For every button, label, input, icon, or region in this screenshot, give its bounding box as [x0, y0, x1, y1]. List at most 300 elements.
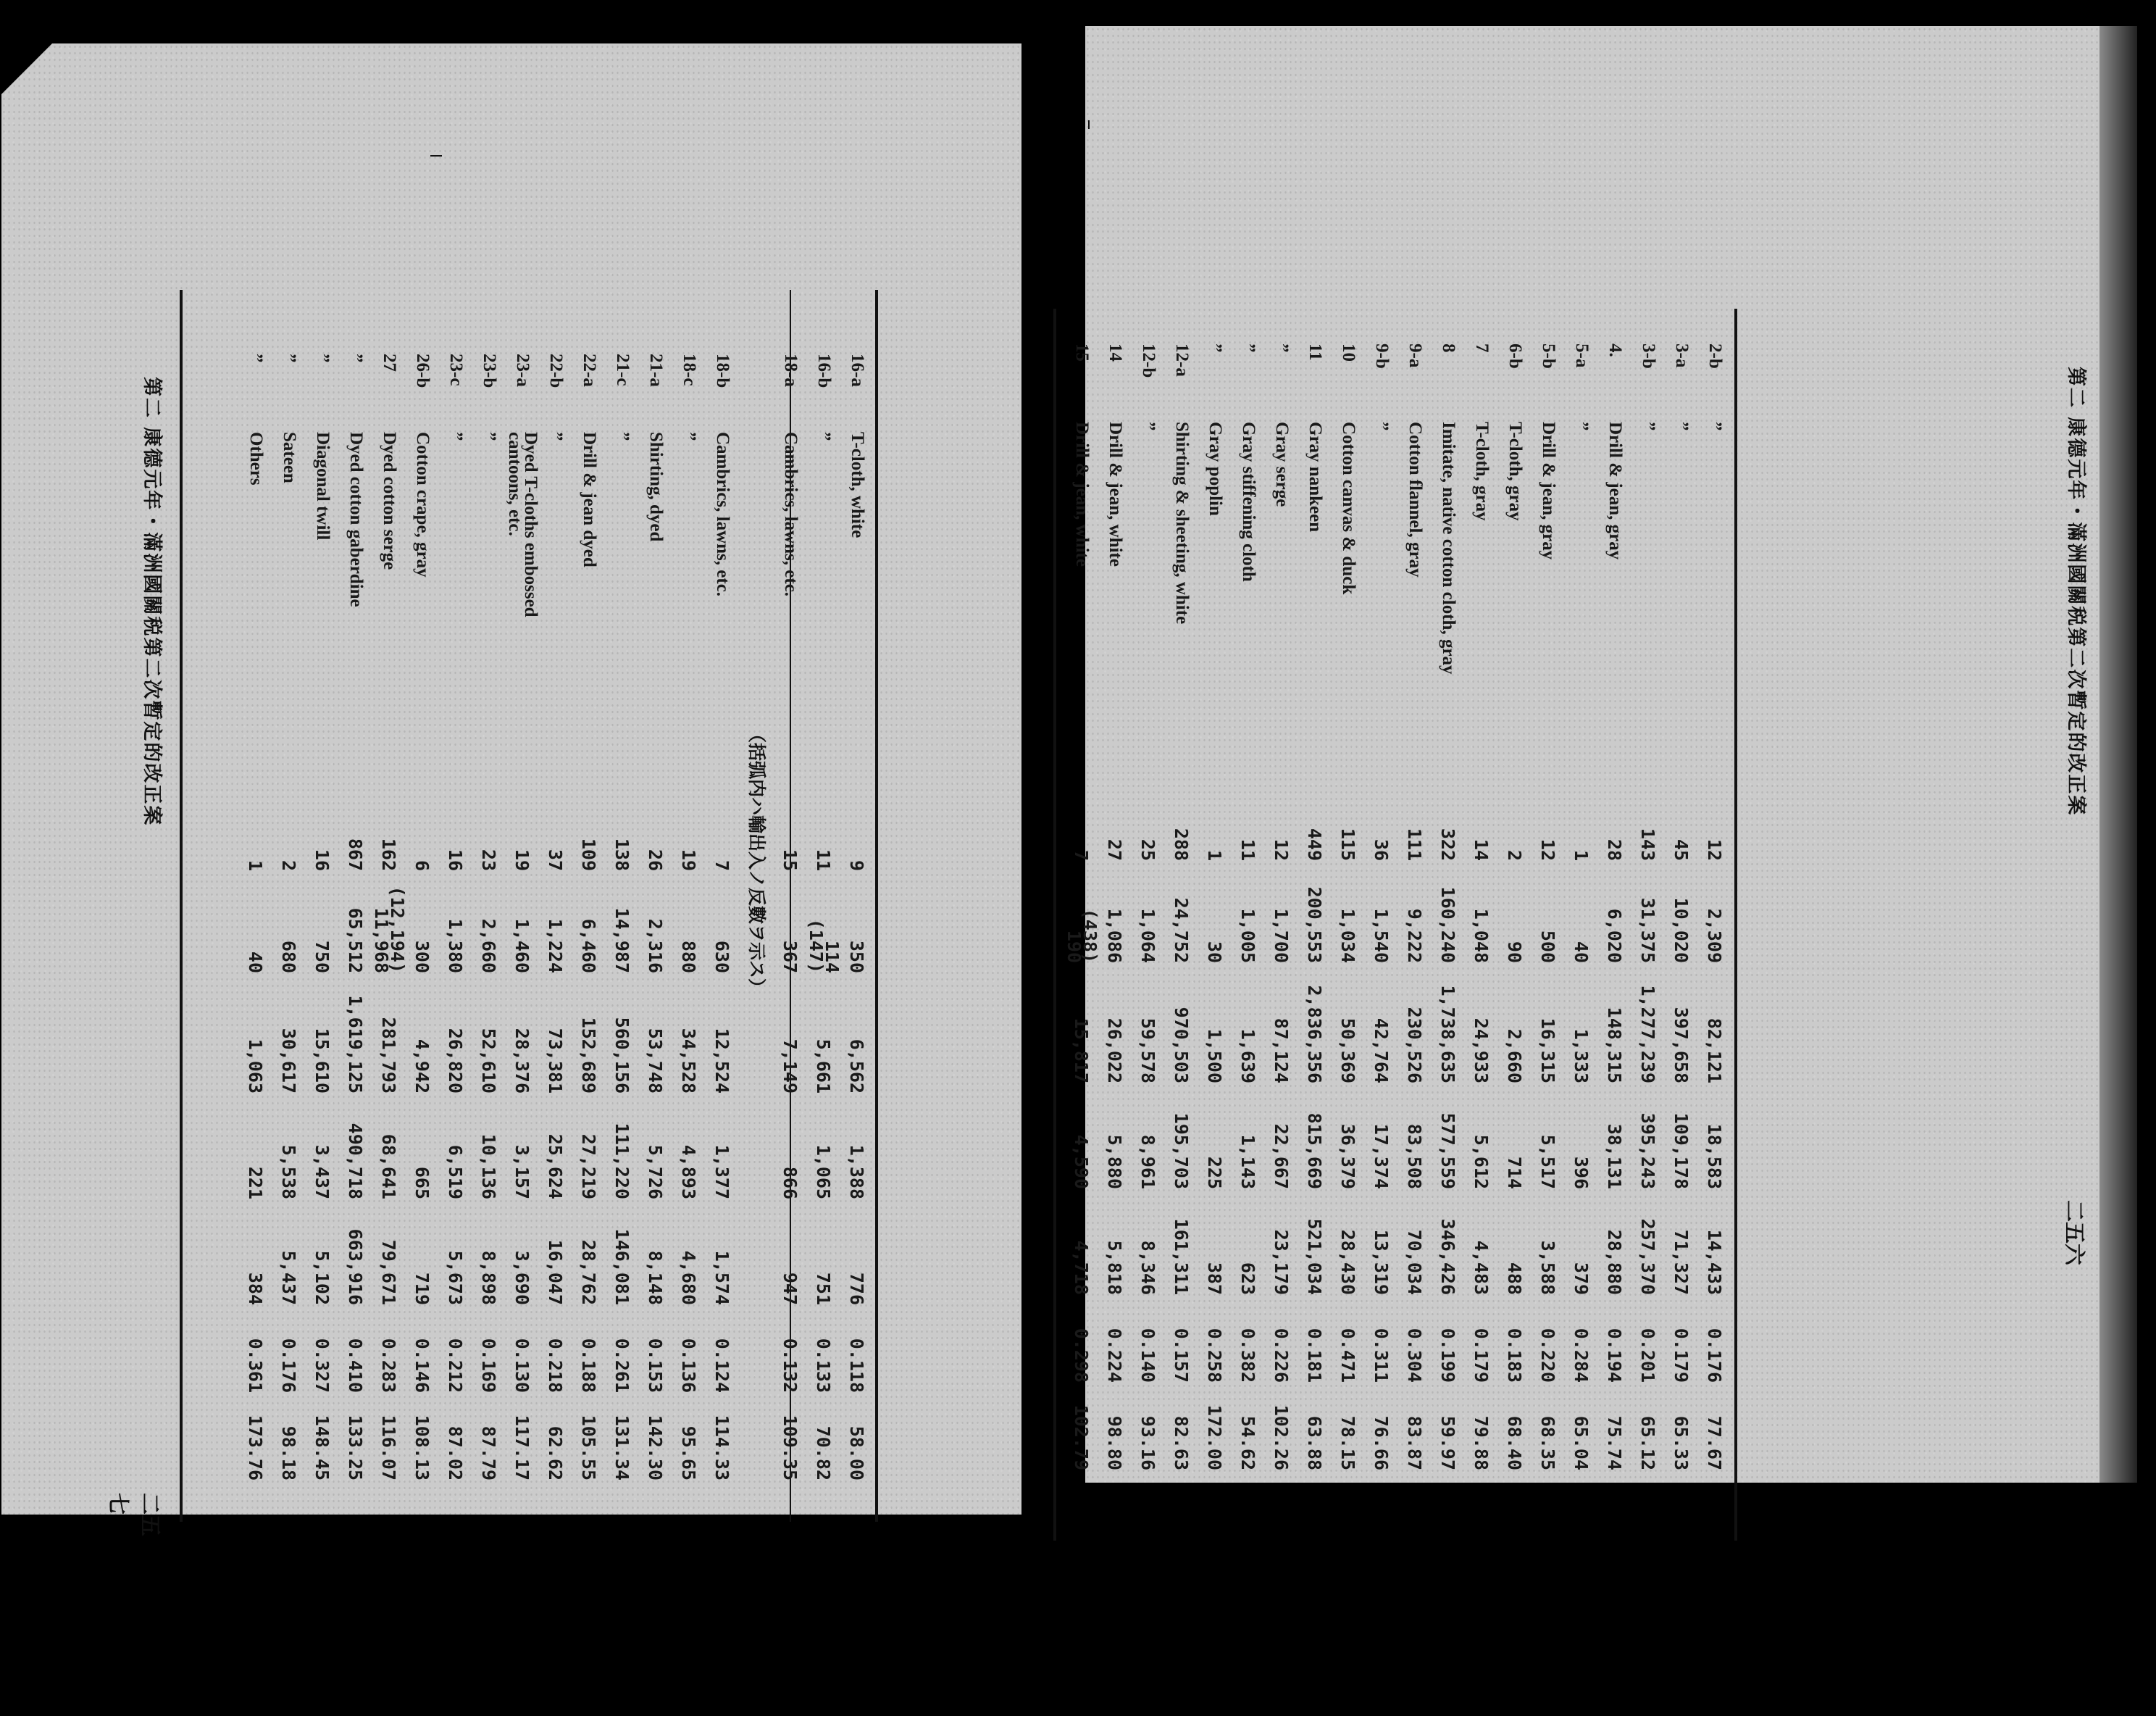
- cell-no: ”: [313, 354, 333, 363]
- cell-c2: 1,380: [445, 918, 467, 973]
- cell-c2: 1,005: [1237, 908, 1259, 963]
- cell-no: 9-a: [1405, 343, 1425, 368]
- cell-c1: 12: [1537, 838, 1559, 861]
- cell-c2: 40: [245, 951, 267, 973]
- cell-c6: 0.311: [1371, 1328, 1392, 1383]
- cell-c4: 195,703: [1171, 1112, 1192, 1189]
- cell-c3: 15,817: [1071, 1017, 1092, 1083]
- cell-c5: 4,483: [1471, 1240, 1492, 1295]
- cell-no: 5-b: [1539, 343, 1558, 369]
- cell-c5: 146,081: [611, 1228, 633, 1305]
- cell-c1: 111: [1404, 828, 1426, 861]
- cell-desc: ”: [1639, 422, 1658, 431]
- cell-c4: 4,590: [1071, 1134, 1092, 1189]
- cell-c4: 1,388: [846, 1144, 868, 1199]
- cell-c4: 866: [780, 1166, 801, 1199]
- cell-c1: 1: [1204, 849, 1226, 861]
- cell-c1: 2: [1504, 849, 1526, 861]
- cell-c2: 500: [1537, 930, 1559, 963]
- cell-c5: 4,718: [1071, 1240, 1092, 1295]
- cell-no: 12-a: [1172, 343, 1192, 377]
- cell-c3: 970,503: [1171, 1007, 1192, 1083]
- table-row: [1498, 338, 1532, 1476]
- cell-c2: 1,064: [1137, 908, 1159, 963]
- cell-c2: (12,194) 11,968: [371, 886, 408, 973]
- cell-c1: 15: [780, 849, 801, 871]
- table-row: [1698, 338, 1731, 1476]
- cell-c5: 521,034: [1304, 1218, 1326, 1295]
- cell-c6: 0.146: [411, 1338, 433, 1393]
- table-row: [239, 348, 272, 1486]
- cell-c6: 0.153: [645, 1338, 667, 1393]
- cell-c5: 16,047: [545, 1239, 567, 1305]
- cell-no: 23-b: [480, 354, 499, 388]
- cell-c1: 16: [445, 849, 467, 871]
- table-row: [339, 348, 372, 1486]
- cell-c3: 52,610: [478, 1028, 500, 1094]
- cell-desc: ”: [613, 432, 632, 441]
- cell-c3: 24,933: [1471, 1017, 1492, 1083]
- left-page-content: [103, 348, 900, 1536]
- cell-c1: 36: [1371, 838, 1392, 861]
- cell-c3: 26,820: [445, 1028, 467, 1094]
- cell-c6: 0.181: [1304, 1328, 1326, 1383]
- cell-c4: 10,136: [478, 1133, 500, 1199]
- cell-c4: 225: [1204, 1156, 1226, 1189]
- cell-c4: 714: [1504, 1156, 1526, 1189]
- cell-no: 27: [380, 354, 399, 372]
- cell-c3: 50,369: [1337, 1017, 1359, 1083]
- cell-c5: 5,102: [312, 1250, 333, 1305]
- cell-c7: 117.17: [511, 1415, 533, 1480]
- top-rule: [875, 290, 878, 1522]
- cell-c3: 73,381: [545, 1028, 567, 1094]
- table-row: [1265, 338, 1298, 1476]
- cell-c6: 0.118: [846, 1338, 868, 1393]
- cell-c7: 102.79: [1071, 1404, 1092, 1470]
- table-row: [606, 348, 639, 1486]
- cell-desc: Drill & jean, gray: [1605, 422, 1625, 560]
- cell-c7: 59.97: [1437, 1415, 1459, 1470]
- cell-c1: 7: [1071, 849, 1092, 861]
- cell-c5: 8,898: [478, 1250, 500, 1305]
- cell-c7: 87.79: [478, 1425, 500, 1480]
- cell-c7: 108.13: [411, 1415, 433, 1480]
- cell-c2: 1,048: [1471, 908, 1492, 963]
- cell-c3: 230,526: [1404, 1007, 1426, 1083]
- cell-c1: 449: [1304, 828, 1326, 861]
- bottom-rule: [1053, 309, 1056, 1541]
- top-rule: [1734, 309, 1737, 1541]
- cell-c2: 31,375: [1637, 897, 1659, 963]
- cell-no: 2-b: [1705, 343, 1725, 369]
- cell-desc: Gray nankeen: [1305, 422, 1325, 533]
- cell-c2: 1,700: [1271, 908, 1292, 963]
- cell-c4: 111,220: [611, 1123, 633, 1199]
- cell-c5: 384: [245, 1272, 267, 1305]
- cell-desc: ”: [480, 432, 499, 441]
- cell-c6: 0.183: [1504, 1328, 1526, 1383]
- cell-c1: 9: [846, 859, 868, 871]
- cell-c5: 719: [411, 1272, 433, 1305]
- cell-desc: ”: [1139, 422, 1158, 431]
- cell-c4: 27,219: [578, 1133, 600, 1199]
- cell-no: 21-a: [646, 354, 666, 387]
- cell-c2: 40: [1571, 941, 1592, 963]
- cell-no: 21-c: [613, 354, 632, 386]
- cell-c5: 776: [846, 1272, 868, 1305]
- cell-desc: T-cloth, gray: [1472, 422, 1492, 521]
- cell-no: 23-a: [513, 354, 532, 387]
- cell-c1: 288: [1171, 828, 1192, 861]
- cell-c3: 59,578: [1137, 1017, 1159, 1083]
- running-head: 第二 康德元年・滿洲國關税第二次暫定的改正案: [2065, 367, 2087, 817]
- cell-c4: 6,519: [445, 1144, 467, 1199]
- cell-c3: 26,022: [1104, 1017, 1126, 1083]
- cell-c1: 16: [312, 849, 333, 871]
- cell-c7: 65.12: [1637, 1415, 1659, 1470]
- cell-c1: 19: [678, 849, 700, 871]
- cell-no: 16-b: [814, 354, 834, 388]
- cell-no: 9-b: [1372, 343, 1392, 369]
- cell-c5: 663,916: [345, 1228, 367, 1305]
- cell-c5: 70,034: [1404, 1229, 1426, 1295]
- cell-c5: 28,880: [1604, 1229, 1626, 1295]
- cell-c3: 42,764: [1371, 1017, 1392, 1083]
- cell-c7: 95.65: [678, 1425, 700, 1480]
- cell-c3: 148,315: [1604, 1007, 1626, 1083]
- cell-c2: 300: [411, 940, 433, 973]
- cell-desc: Dyed T-cloths embossed cantoons, etc.: [505, 432, 540, 617]
- cell-c1: 143: [1637, 828, 1659, 861]
- cell-c7: 68.35: [1537, 1415, 1559, 1470]
- cell-c7: 68.40: [1504, 1415, 1526, 1470]
- cell-desc: Imitate, native cotton cloth, gray: [1439, 422, 1458, 675]
- cell-c6: 0.201: [1637, 1328, 1659, 1383]
- table-row: [1165, 338, 1198, 1476]
- cell-desc: Dyed cotton serge: [380, 432, 399, 570]
- cell-no: 26-b: [413, 354, 433, 388]
- cell-desc: T-cloth, white: [848, 432, 867, 538]
- cell-c7: 82.63: [1171, 1415, 1192, 1470]
- cell-no: 5-a: [1572, 343, 1592, 368]
- left-page: [1, 43, 1021, 1536]
- cell-c3: 397,658: [1671, 1007, 1692, 1083]
- cell-c4: 396: [1571, 1156, 1592, 1189]
- cell-no: 7: [1472, 343, 1492, 353]
- table-row: [372, 348, 406, 1486]
- cell-c2: (438) 190: [1064, 908, 1100, 963]
- cell-c1: 23: [478, 849, 500, 871]
- cell-c5: 161,311: [1171, 1218, 1192, 1295]
- cell-c7: 58.00: [846, 1425, 868, 1480]
- cell-c6: 0.157: [1171, 1328, 1192, 1383]
- cell-no: 6-b: [1505, 343, 1525, 369]
- cell-c6: 0.133: [813, 1338, 835, 1393]
- cell-c5: 3,690: [511, 1250, 533, 1305]
- cell-c2: 2,309: [1704, 908, 1726, 963]
- cell-c6: 0.188: [578, 1338, 600, 1393]
- cell-no: 10: [1339, 343, 1358, 362]
- cell-c5: 387: [1204, 1262, 1226, 1295]
- cell-c2: 680: [278, 940, 300, 973]
- cell-c1: 12: [1704, 838, 1726, 861]
- cell-c6: 0.218: [545, 1338, 567, 1393]
- table-row: [639, 348, 672, 1486]
- cell-c6: 0.136: [678, 1338, 700, 1393]
- cell-desc: ”: [1572, 422, 1592, 431]
- cell-c1: 115: [1337, 828, 1359, 861]
- cell-c3: 53,748: [645, 1028, 667, 1094]
- cell-desc: Others: [246, 432, 266, 486]
- cell-c5: 5,673: [445, 1250, 467, 1305]
- cell-c3: 2,660: [1504, 1028, 1526, 1083]
- cell-c1: 25: [1137, 838, 1159, 861]
- cell-c6: 0.212: [445, 1338, 467, 1393]
- table-row: [306, 348, 339, 1486]
- table-row: [1132, 338, 1165, 1476]
- cell-desc: ”: [1672, 422, 1692, 431]
- table-row: [506, 348, 539, 1486]
- cell-no: 14: [1106, 343, 1125, 362]
- table-row: [1298, 338, 1332, 1476]
- right-page-content: [1064, 338, 2114, 1504]
- cell-c4: 68,641: [378, 1133, 400, 1199]
- cell-c6: 0.284: [1571, 1328, 1592, 1383]
- cell-c4: 36,379: [1337, 1123, 1359, 1189]
- cell-desc: ”: [680, 432, 699, 441]
- cell-c3: 1,619,125: [345, 995, 367, 1094]
- cell-c1: 28: [1604, 838, 1626, 861]
- cell-c1: 19: [511, 849, 533, 871]
- cell-desc: Drill & jean, white: [1072, 422, 1092, 567]
- cell-c6: 0.283: [378, 1338, 400, 1393]
- cell-c4: 4,893: [678, 1144, 700, 1199]
- cell-c4: 17,374: [1371, 1123, 1392, 1189]
- cell-c5: 3,588: [1537, 1240, 1559, 1295]
- cell-c4: 5,880: [1104, 1134, 1126, 1189]
- cell-c3: 1,277,239: [1637, 985, 1659, 1083]
- table-row: [1565, 338, 1598, 1476]
- cell-no: ”: [1206, 343, 1225, 353]
- cell-c7: 114.33: [711, 1415, 733, 1480]
- cell-desc: Cotton canvas & duck: [1339, 422, 1358, 595]
- cell-c7: 105.55: [578, 1415, 600, 1480]
- cell-c2: 90: [1504, 941, 1526, 963]
- cell-c2: 350: [846, 940, 868, 973]
- cell-c7: 87.02: [445, 1425, 467, 1480]
- cell-desc: Cambrics, lawns, etc.: [713, 432, 732, 597]
- cell-c5: 623: [1237, 1262, 1259, 1295]
- cell-no: 15: [1072, 343, 1092, 362]
- cell-c5: 751: [813, 1272, 835, 1305]
- cell-desc: Gray poplin: [1206, 422, 1225, 516]
- cell-c7: 65.04: [1571, 1415, 1592, 1470]
- cell-c4: 38,131: [1604, 1123, 1626, 1189]
- cell-c6: 0.220: [1537, 1328, 1559, 1383]
- cell-c6: 0.327: [312, 1338, 333, 1393]
- cell-c1: 322: [1437, 828, 1459, 861]
- cell-c4: 25,624: [545, 1133, 567, 1199]
- cell-c7: 98.18: [278, 1425, 300, 1480]
- cell-c6: 0.224: [1104, 1328, 1126, 1383]
- table-row: [1598, 338, 1631, 1476]
- cell-no: 18-b: [713, 354, 732, 388]
- cell-no: 18-c: [680, 354, 699, 386]
- cell-c1: 7: [711, 859, 733, 871]
- table-main: [1065, 338, 1731, 1476]
- cell-c7: 148.45: [312, 1415, 333, 1480]
- cell-c4: 83,508: [1404, 1123, 1426, 1189]
- cell-c4: 3,157: [511, 1144, 533, 1199]
- cell-no: 12-b: [1139, 343, 1158, 378]
- cell-no: 3-b: [1639, 343, 1658, 369]
- cell-c2: 1,540: [1371, 908, 1392, 963]
- cell-c2: 200,553: [1304, 886, 1326, 963]
- cell-c6: 0.179: [1671, 1328, 1692, 1383]
- cell-c1: 1: [1571, 849, 1592, 861]
- cell-c5: 947: [780, 1272, 801, 1305]
- cell-desc: Drill & jean dyed: [580, 432, 599, 567]
- cell-no: ”: [1272, 343, 1292, 353]
- cell-c3: 12,524: [711, 1028, 733, 1094]
- cell-c5: 23,179: [1271, 1229, 1292, 1295]
- cell-c1: 162: [378, 838, 400, 871]
- cell-c2: 30: [1204, 941, 1226, 963]
- cell-c4: 3,437: [312, 1144, 333, 1199]
- cell-c2: 1,460: [511, 918, 533, 973]
- cell-c5: 379: [1571, 1262, 1592, 1295]
- table-row: [1665, 338, 1698, 1476]
- table-row: [1532, 338, 1565, 1476]
- cell-c3: 7,149: [780, 1038, 801, 1094]
- table-row: [572, 348, 606, 1486]
- cell-c3: 87,124: [1271, 1017, 1292, 1083]
- cell-desc: Dyed cotton gaberdine: [346, 432, 366, 607]
- table-row: [840, 348, 874, 1486]
- cell-c3: 281,793: [378, 1017, 400, 1094]
- table-bottom: [239, 348, 739, 1486]
- cell-c5: 71,327: [1671, 1229, 1692, 1295]
- cell-c2: 24,752: [1171, 897, 1192, 963]
- folded-corner: [1, 43, 52, 94]
- cell-c2: 2,660: [478, 918, 500, 973]
- cell-c2: 367: [780, 940, 801, 973]
- cell-no: 23-c: [446, 354, 466, 386]
- cell-c3: 1,639: [1237, 1028, 1259, 1083]
- table-row: [672, 348, 706, 1486]
- cell-c2: 9,222: [1404, 908, 1426, 963]
- cell-desc: ”: [1372, 422, 1392, 431]
- cell-c7: 54.62: [1237, 1415, 1259, 1470]
- cell-desc: Gray stiffening cloth: [1239, 422, 1258, 582]
- cell-c5: 346,426: [1437, 1218, 1459, 1295]
- table-row: [472, 348, 506, 1486]
- cell-c7: 70.82: [813, 1425, 835, 1480]
- cell-c4: 8,961: [1137, 1134, 1159, 1189]
- cell-c7: 77.67: [1704, 1415, 1726, 1470]
- cell-desc: Drill & jean, gray: [1539, 422, 1558, 560]
- speck: [1088, 120, 1090, 129]
- table-row: [1098, 338, 1132, 1476]
- cell-c4: 5,612: [1471, 1134, 1492, 1189]
- cell-c6: 0.304: [1404, 1328, 1426, 1383]
- cell-c3: 1,333: [1571, 1028, 1592, 1083]
- table-note: （括弧内ハ輸出入ノ反數ヲ示ス）: [746, 725, 766, 997]
- cell-desc: Diagonal twill: [313, 432, 333, 541]
- cell-desc: ”: [446, 432, 466, 441]
- cell-c2: 750: [312, 940, 333, 973]
- table-row: [1631, 338, 1665, 1476]
- cell-desc: ”: [546, 432, 566, 441]
- cell-c7: 76.66: [1371, 1415, 1392, 1470]
- table-row: [1365, 338, 1398, 1476]
- cell-c4: 815,669: [1304, 1112, 1326, 1189]
- table-row: [706, 348, 739, 1486]
- cell-no: ”: [1239, 343, 1258, 353]
- cell-no: 4.: [1605, 343, 1625, 357]
- cell-c6: 0.261: [611, 1338, 633, 1393]
- running-head: 第二 康德元年・滿洲國關税第二次暫定的改正案: [141, 377, 163, 827]
- cell-c4: 1,143: [1237, 1134, 1259, 1189]
- cell-c1: 45: [1671, 838, 1692, 861]
- cell-c6: 0.298: [1071, 1328, 1092, 1383]
- table-row: [1465, 338, 1498, 1476]
- cell-c6: 0.361: [245, 1338, 267, 1393]
- page-fold: [2099, 26, 2137, 1483]
- table-row: [539, 348, 572, 1486]
- cell-c6: 0.258: [1204, 1328, 1226, 1383]
- cell-c5: 5,437: [278, 1250, 300, 1305]
- cell-c5: 8,346: [1137, 1240, 1159, 1295]
- cell-c1: 26: [645, 849, 667, 871]
- cell-c1: 27: [1104, 838, 1126, 861]
- cell-c6: 0.176: [278, 1338, 300, 1393]
- cell-c6: 0.130: [511, 1338, 533, 1393]
- cell-c4: 221: [245, 1166, 267, 1199]
- cell-desc: Shirting & sheeting, white: [1172, 422, 1192, 625]
- cell-c2: 1,224: [545, 918, 567, 973]
- cell-c7: 172.00: [1204, 1404, 1226, 1470]
- cell-c4: 5,517: [1537, 1134, 1559, 1189]
- cell-no: 22-a: [580, 354, 599, 387]
- cell-c2: 630: [711, 940, 733, 973]
- cell-c6: 0.140: [1137, 1328, 1159, 1383]
- cell-no: ”: [246, 354, 266, 363]
- cell-c7: 78.15: [1337, 1415, 1359, 1470]
- cell-c4: 18,583: [1704, 1123, 1726, 1189]
- cell-c3: 30,617: [278, 1028, 300, 1094]
- cell-c1: 11: [813, 849, 835, 871]
- table-row: [406, 348, 439, 1486]
- cell-c3: 152,689: [578, 1017, 600, 1094]
- cell-c3: 15,610: [312, 1028, 333, 1094]
- cell-c7: 65.33: [1671, 1415, 1692, 1470]
- table-row: [1065, 338, 1098, 1476]
- right-page: [1064, 26, 2137, 1483]
- cell-c3: 82,121: [1704, 1017, 1726, 1083]
- cell-c6: 0.194: [1604, 1328, 1626, 1383]
- cell-desc: Gray serge: [1272, 422, 1292, 507]
- cell-c6: 0.132: [780, 1338, 801, 1393]
- cell-c5: 14,433: [1704, 1229, 1726, 1295]
- cell-c7: 62.62: [545, 1425, 567, 1480]
- cell-c4: 5,726: [645, 1144, 667, 1199]
- cell-c7: 133.25: [345, 1415, 367, 1480]
- page-number: 二五六: [2061, 1200, 2086, 1265]
- cell-c5: 28,430: [1337, 1229, 1359, 1295]
- cell-c2: 1,034: [1337, 908, 1359, 963]
